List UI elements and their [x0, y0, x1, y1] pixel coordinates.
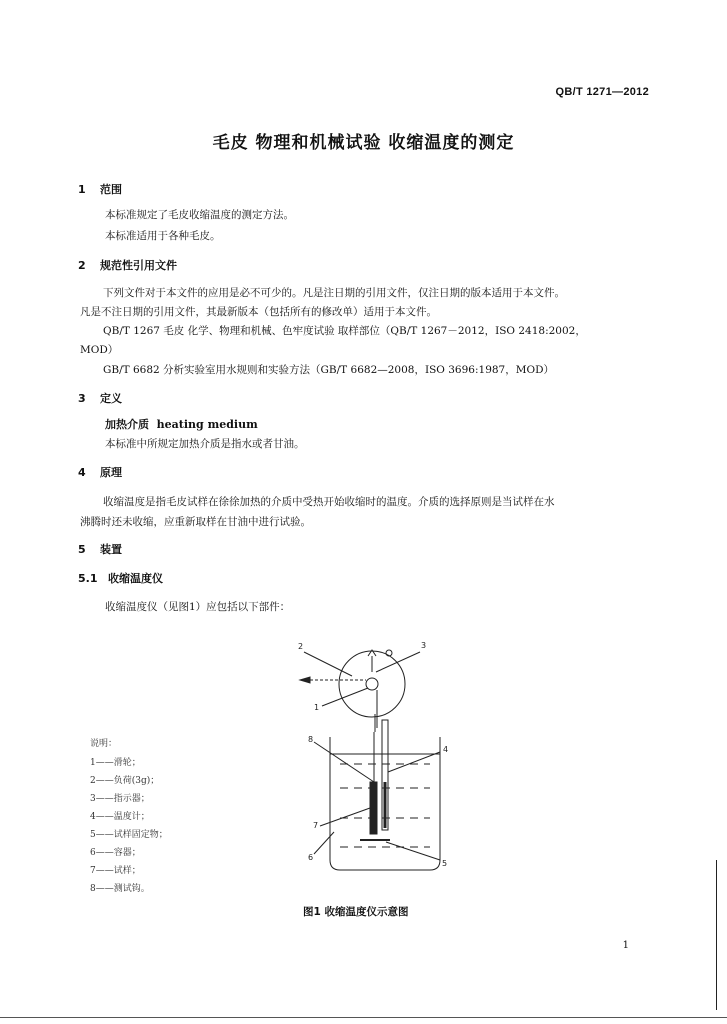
leader-8 [314, 742, 374, 782]
shrinkage-apparatus-diagram [280, 632, 480, 882]
legend-item: 2——负荷(3g)； [90, 776, 160, 786]
sample [370, 782, 377, 834]
legend-item: 8——测试钩。 [90, 884, 150, 894]
legend-item: 4——温度计； [90, 812, 150, 822]
section-title: 规范性引用文件 [100, 259, 177, 272]
paragraph-line: 沸腾时还未收缩，应重新取样在甘油中进行试验。 [80, 516, 311, 528]
standard-number: QB/T 1271—2012 [555, 86, 649, 98]
legend-item: 3——指示器； [90, 794, 150, 804]
paragraph-line: 本标准适用于各种毛皮。 [105, 230, 221, 242]
reference-line: GB/T 6682 分析实验室用水规则和实验方法（GB/T 6682—2008，ISO 3696:1987，MOD） [103, 364, 555, 376]
load-arrow [300, 677, 310, 683]
term-english: heating medium [156, 418, 258, 431]
section-title: 范围 [100, 183, 122, 196]
diagram-label: 8 [308, 735, 314, 744]
diagram-label: 1 [314, 703, 320, 712]
section-4-heading [78, 464, 122, 480]
diagram-label: 3 [421, 641, 427, 650]
leader-4 [388, 752, 440, 772]
section-title: 原理 [100, 466, 122, 479]
legend-item: 1——滑轮； [90, 758, 141, 768]
reference-line: MOD） [80, 344, 119, 356]
section-3-heading [78, 390, 122, 406]
paragraph-line: 本标准规定了毛皮收缩温度的测定方法。 [105, 209, 294, 221]
page-number: 1 [622, 940, 629, 951]
leader-6 [314, 832, 334, 854]
figure-caption: 图1 收缩温度仪示意图 [303, 906, 409, 918]
diagram-label: 6 [308, 853, 314, 862]
document-title: 毛皮 物理和机械试验 收缩温度的测定 [212, 133, 515, 153]
section-title: 装置 [100, 543, 122, 556]
section-number: 2 [78, 259, 86, 272]
paragraph-line: 下列文件对于本文件的应用是必不可少的。凡是注日期的引用文件，仅注日期的版本适用于本文件。 [103, 287, 565, 299]
legend-item: 5——试样固定物； [90, 830, 168, 840]
section-title: 定义 [100, 392, 122, 405]
section-title: 收缩温度仪 [108, 572, 163, 585]
diagram-label: 5 [442, 859, 448, 868]
legend-title: 说明： [90, 739, 118, 749]
section-number: 1 [78, 183, 86, 196]
section-1-heading [78, 181, 122, 197]
paragraph-line: 收缩温度仪（见图1）应包括以下部件： [105, 601, 291, 613]
section-number: 4 [78, 466, 86, 479]
scan-edge-right [716, 860, 717, 1010]
paragraph-line: 收缩温度是指毛皮试样在徐徐加热的介质中受热开始收缩时的温度。介质的选择原则是当试样在水 [103, 496, 555, 508]
leader-7 [320, 808, 370, 826]
leader-3 [376, 652, 420, 672]
diagram-label: 2 [298, 642, 304, 651]
leader-5 [386, 842, 440, 860]
section-5-1-heading [78, 570, 163, 586]
section-2-heading [78, 257, 177, 273]
section-number: 3 [78, 392, 86, 405]
diagram-label: 7 [313, 821, 319, 830]
term-chinese: 加热介质 [105, 418, 149, 431]
diagram-label: 4 [443, 745, 449, 754]
section-number: 5 [78, 543, 86, 556]
legend-item: 7——试样； [90, 866, 141, 876]
section-5-heading [78, 541, 122, 557]
reference-line: QB/T 1267 毛皮 化学、物理和机械、色牢度试验 取样部位（QB/T 1267－2012，ISO 2418:2002， [103, 325, 586, 337]
term-entry [105, 416, 258, 432]
paragraph-line: 凡是不注日期的引用文件，其最新版本（包括所有的修改单）适用于本文件。 [80, 306, 437, 318]
leader-2 [304, 652, 352, 676]
section-number: 5.1 [78, 572, 98, 585]
scan-edge-bottom [0, 1017, 727, 1018]
legend-item: 6——容器； [90, 848, 141, 858]
paragraph-line: 本标准中所规定加热介质是指水或者甘油。 [105, 438, 305, 450]
knob [386, 650, 392, 656]
